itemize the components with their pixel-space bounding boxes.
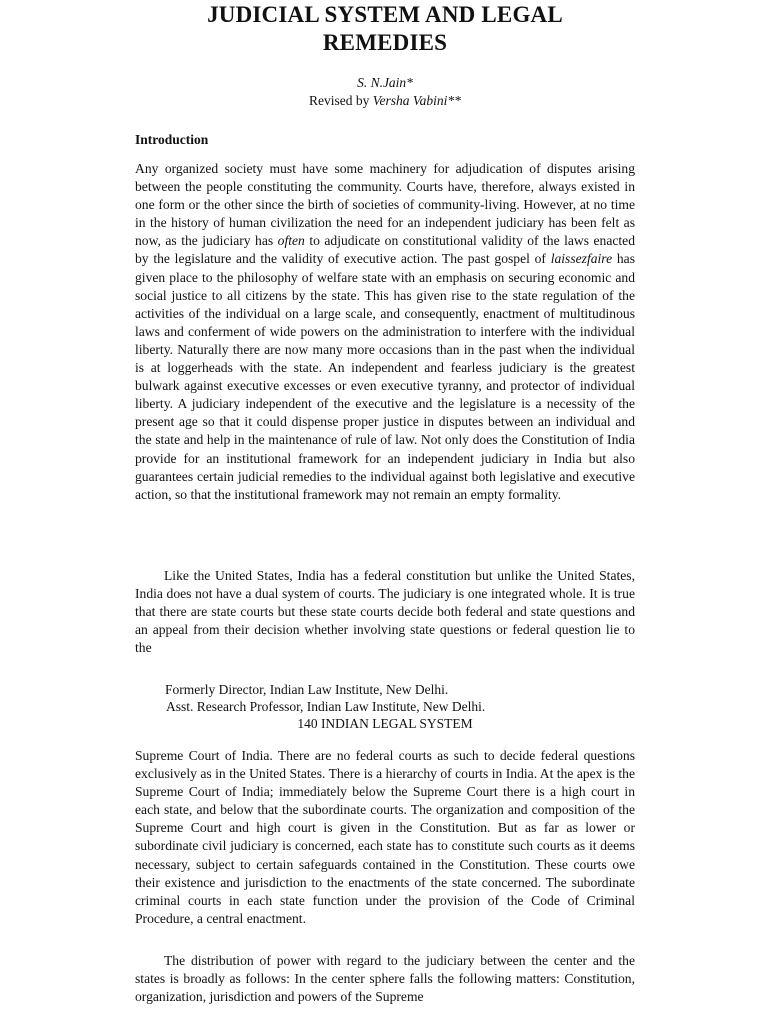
paragraph-court-hierarchy: Supreme Court of India. There are no federal courts as such to decide federal questions exclusively as in the United States. There is a hierarchy of courts in India. At the apex is the Supreme Court of India; immediately below the Supreme Court there is a high court in each state, and below that the subordinate courts. The organization and composition of the Supreme Court and high court is given in the Constitution. But as far as lower or subordinate civil judiciary is concerned, each state has to constitute such courts as it deems necessary, subject to certain safeguards contained in the Constitution. These courts owe their existence and jurisdiction to the enactments of the state concerned. The subordinate criminal courts in each state function under the provision of the Code of Criminal Procedure, a central enactment. (135, 748, 635, 926)
document-title (135, 1, 635, 57)
footnote-1: Formerly Director, Indian Law Institute, New Delhi. (165, 682, 449, 697)
paragraph-federal-structure: Like the United States, India has a federal constitution but unlike the United States, India does not have a dual system of courts. The judiciary is one integrated whole. It is true that there are state courts but these state courts decide both federal and state questions and an appeal from their decision whether involving state questions or federal question lie to the (135, 568, 635, 656)
paragraph-power-distribution: The distribution of power with regard to the judiciary between the center and the states is broadly as follows: In the center sphere falls the following matters: Constitution, organization, jurisdiction and powers of the Supreme (135, 953, 635, 1005)
reviser-name: Versha Vabini** (372, 93, 461, 108)
italic-term: laissezfaire (550, 251, 613, 267)
paragraph-introduction (135, 160, 635, 504)
title-line-2: REMEDIES (322, 30, 448, 55)
title-line-1: JUDICIAL SYSTEM AND LEGAL (207, 2, 563, 27)
author-line (135, 74, 635, 92)
running-head: 140 INDIAN LEGAL SYSTEM (297, 716, 473, 731)
section-heading: Introduction (135, 132, 209, 147)
italic-term: often (277, 233, 305, 249)
paragraph-text: Any organized society must have some machinery for adjudication of disputes arising between the people constituting the community. Courts have, therefore, always existed in one form or the other since the birth of societies of community-living. However, at no time in the history of human civilization the need for an independent judiciary has been felt as now, as the judiciary has (135, 161, 635, 249)
reviser-line (135, 92, 635, 110)
author-name: S. N.Jain* (357, 75, 413, 90)
paragraph-text: has given place to the philosophy of welfare state with an emphasis on securing economic and social justice to all citizens by the state. This has given rise to the state regulation of the activities of the individual on a large scale, and consequently, enactment of multitudinous laws and conferment of wide powers on the administration to interfere with the individual liberty. Naturally there are now many more occasions than in the past when the individual is at loggerheads with the state. An independent and fearless judiciary is the greatest bulwark against executive excesses or even executive tyranny, and protector of individual liberty. A judiciary independent of the executive and the legislature is a necessity of the present age so that it could dispense proper justice in disputes between an individual and the state and help in the maintenance of rule of law. Not only does the Constitution of India provide for an institutional framework for an independent judiciary in India but also guarantees certain judicial remedies to the individual against both legislative and executive action, so that the institutional framework may not remain an empty formality. (135, 251, 635, 502)
footnote-2: Asst. Research Professor, Indian Law Institute, New Delhi. (166, 699, 486, 714)
paragraph-text: to adjudicate on constitutional validity of the laws enacted by the legislature and the validity of executive action. The past gospel of (135, 233, 635, 267)
reviser-prefix: Revised by (309, 93, 373, 108)
